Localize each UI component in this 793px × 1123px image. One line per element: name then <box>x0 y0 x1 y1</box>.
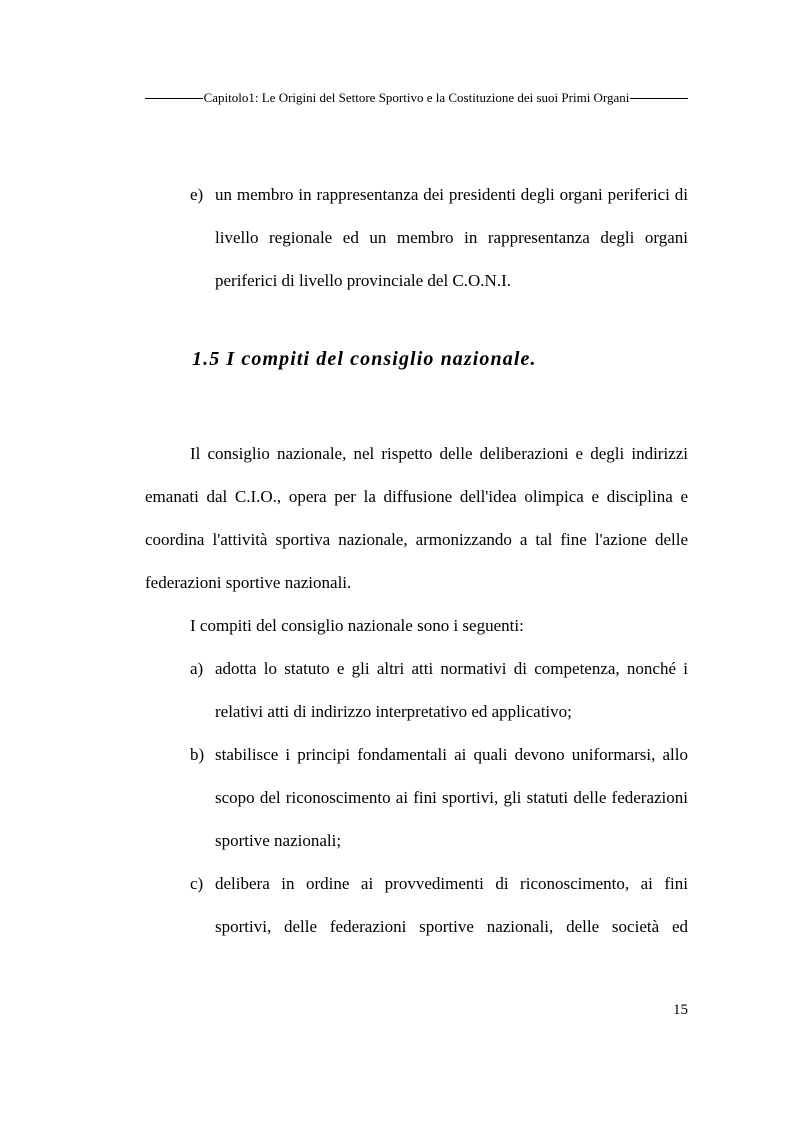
list-item-text: delibera in ordine ai provvedimenti di riconoscimento, ai fini sportivi, delle federazioni sportive nazionali, delle società ed <box>215 874 688 936</box>
header-rule-right <box>630 98 688 99</box>
list-item-text: stabilisce i principi fondamentali ai quali devono uniformarsi, allo scopo del riconoscimento ai fini sportivi, gli statuti delle federazioni sportive nazionali; <box>215 745 688 850</box>
list-item-c <box>190 862 688 948</box>
running-header <box>145 90 688 106</box>
list-marker: a) <box>190 659 204 678</box>
list-tasks <box>190 647 688 948</box>
list-item-text: adotta lo statuto e gli altri atti normativi di competenza, nonché i relativi atti di indirizzo interpretativo ed applicativo; <box>215 659 688 721</box>
section-heading: 1.5 I compiti del consiglio nazionale. <box>192 348 537 370</box>
header-rule-left <box>145 98 203 99</box>
list-marker: b) <box>190 745 205 764</box>
list-item-e <box>190 173 688 302</box>
paragraph-lead: I compiti del consiglio nazionale sono i seguenti: <box>190 616 524 635</box>
running-header-title: Capitolo1: Le Origini del Settore Sportivo e la Costituzione dei suoi Primi Organi <box>203 90 630 105</box>
list-marker: c) <box>190 874 204 893</box>
list-continued <box>190 173 688 302</box>
list-item-text: un membro in rappresentanza dei presidenti degli organi periferici di livello regionale ed un membro in rappresentanza degli organi periferici di livello provinciale del C.O.N.I. <box>215 185 688 290</box>
page-number: 15 <box>673 1002 688 1018</box>
list-item-b <box>190 733 688 862</box>
list-item-a <box>190 647 688 733</box>
paragraph-intro: Il consiglio nazionale, nel rispetto delle deliberazioni e degli indirizzi emanati dal C.I.O., opera per la diffusione dell'idea olimpica e disciplina e coordina l'attività sportiva nazionale, armonizzando a tal fine l'azione delle federazioni sportive nazionali. <box>145 444 688 592</box>
list-marker: e) <box>190 185 204 204</box>
